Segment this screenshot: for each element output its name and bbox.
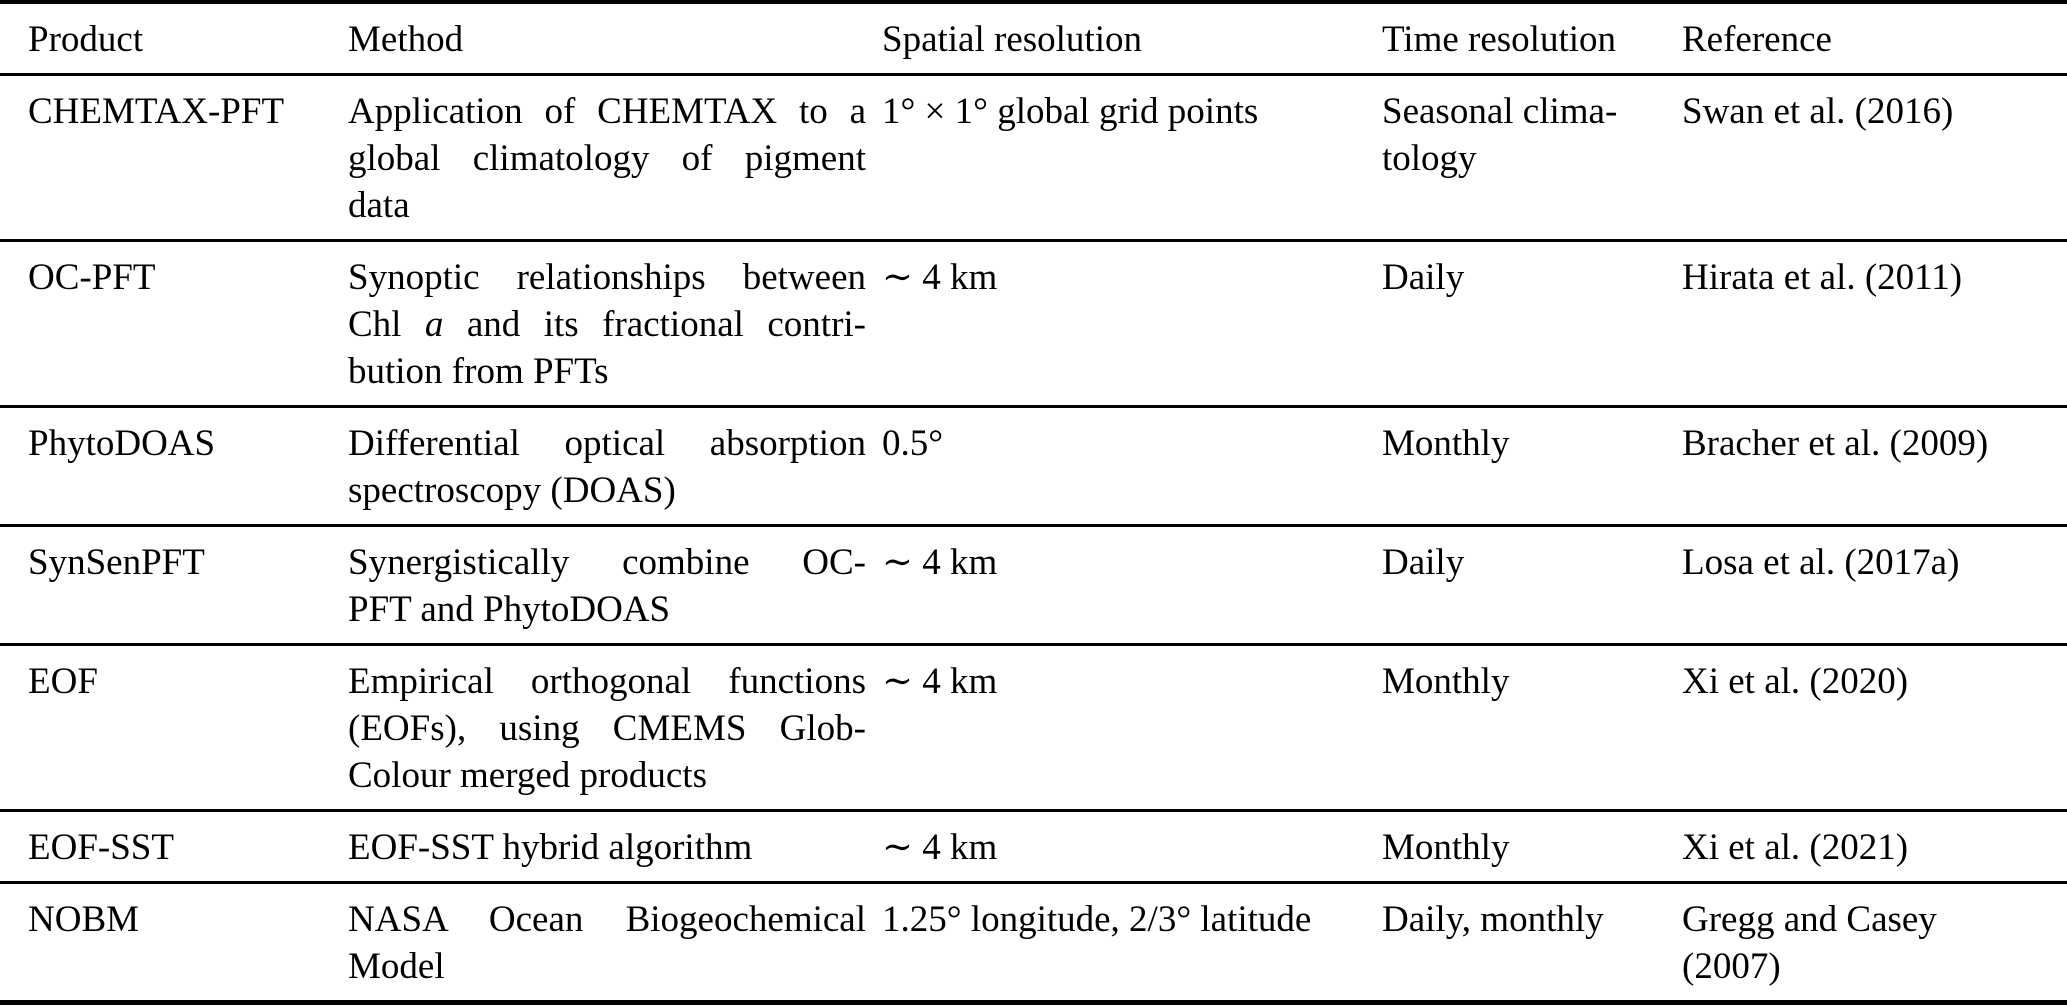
cell-line: Seasonal clima-	[1382, 91, 1618, 132]
product-cell: EOF	[28, 661, 98, 702]
spatial-resolution-cell: ∼ 4 km	[882, 542, 998, 583]
cell-line: NASA Ocean Biogeochemical	[348, 899, 866, 940]
time-resolution-cell	[1382, 645, 1682, 811]
cell-line: Monthly	[1382, 827, 1510, 868]
column-header-method: Method	[348, 19, 464, 60]
cell-line: Model	[348, 946, 445, 987]
reference-cell	[1682, 75, 2067, 241]
cell-line: tology	[1382, 138, 1477, 179]
method-cell	[348, 241, 882, 407]
cell-line: Xi et al. (2021)	[1682, 827, 1909, 868]
table-row	[0, 407, 2067, 526]
product-cell: EOF-SST	[28, 827, 174, 868]
table-row	[0, 883, 2067, 1003]
product-cell: OC-PFT	[28, 257, 156, 298]
cell-line: Monthly	[1382, 661, 1510, 702]
table-row	[0, 811, 2067, 883]
cell-line: EOF-SST hybrid algorithm	[348, 827, 753, 868]
time-resolution-cell	[1382, 407, 1682, 526]
reference-cell	[1682, 811, 2067, 883]
cell-line: Monthly	[1382, 423, 1510, 464]
cell-line: Daily, monthly	[1382, 899, 1604, 940]
time-resolution-cell	[1382, 75, 1682, 241]
cell-line: Bracher et al. (2009)	[1682, 423, 1989, 464]
column-header-spatial-resolution: Spatial resolution	[882, 19, 1142, 60]
time-resolution-cell	[1382, 526, 1682, 645]
table-row	[0, 526, 2067, 645]
cell-line: Application of CHEMTAX to a	[348, 91, 866, 132]
reference-cell	[1682, 407, 2067, 526]
time-resolution-cell	[1382, 241, 1682, 407]
spatial-resolution-cell: 0.5°	[882, 423, 944, 464]
column-header-time-resolution: Time resolution	[1382, 19, 1617, 60]
cell-line: data	[348, 185, 410, 226]
product-cell: SynSenPFT	[28, 542, 205, 583]
cell-line: Differential optical absorption	[348, 423, 866, 464]
table-row	[0, 241, 2067, 407]
cell-line: PFT and PhytoDOAS	[348, 589, 671, 630]
table-row	[0, 75, 2067, 241]
cell-line: (EOFs), using CMEMS Glob-	[348, 708, 866, 749]
spatial-resolution-cell: 1.25° longitude, 2/3° latitude	[882, 899, 1312, 940]
cell-line: global climatology of pigment	[348, 138, 866, 179]
spatial-resolution-cell: ∼ 4 km	[882, 827, 998, 868]
cell-line: Empirical orthogonal functions	[348, 661, 866, 702]
method-cell	[348, 407, 882, 526]
cell-line: Daily	[1382, 542, 1465, 583]
spatial-resolution-cell: 1° × 1° global grid points	[882, 91, 1259, 132]
method-cell	[348, 811, 882, 883]
time-resolution-cell	[1382, 883, 1682, 1003]
method-cell	[348, 883, 882, 1003]
method-cell	[348, 645, 882, 811]
cell-line: Gregg and Casey	[1682, 899, 1937, 940]
cell-line: bution from PFTs	[348, 351, 609, 392]
cell-line: Colour merged products	[348, 755, 707, 796]
header-row	[0, 2, 2067, 75]
table-row	[0, 645, 2067, 811]
method-cell	[348, 526, 882, 645]
time-resolution-cell	[1382, 811, 1682, 883]
table-body	[0, 75, 2067, 1003]
reference-cell	[1682, 883, 2067, 1003]
reference-cell	[1682, 526, 2067, 645]
reference-cell	[1682, 241, 2067, 407]
cell-line: (2007)	[1682, 946, 1781, 987]
cell-line: Hirata et al. (2011)	[1682, 257, 1963, 298]
product-cell: NOBM	[28, 899, 140, 940]
cell-line: Losa et al. (2017a)	[1682, 542, 1960, 583]
method-cell	[348, 75, 882, 241]
cell-line: Swan et al. (2016)	[1682, 91, 1954, 132]
product-cell: CHEMTAX-PFT	[28, 91, 285, 132]
cell-line: Chl a and its fractional contri-	[348, 304, 866, 345]
column-header-reference: Reference	[1682, 19, 1832, 60]
cell-line: Synoptic relationships between	[348, 257, 866, 298]
product-cell: PhytoDOAS	[28, 423, 216, 464]
spatial-resolution-cell: ∼ 4 km	[882, 661, 998, 702]
reference-cell	[1682, 645, 2067, 811]
cell-line: spectroscopy (DOAS)	[348, 470, 676, 511]
spatial-resolution-cell: ∼ 4 km	[882, 257, 998, 298]
cell-line: Daily	[1382, 257, 1465, 298]
cell-line: Xi et al. (2020)	[1682, 661, 1909, 702]
column-header-product: Product	[28, 19, 144, 60]
cell-line: Synergistically combine OC-	[348, 542, 866, 583]
